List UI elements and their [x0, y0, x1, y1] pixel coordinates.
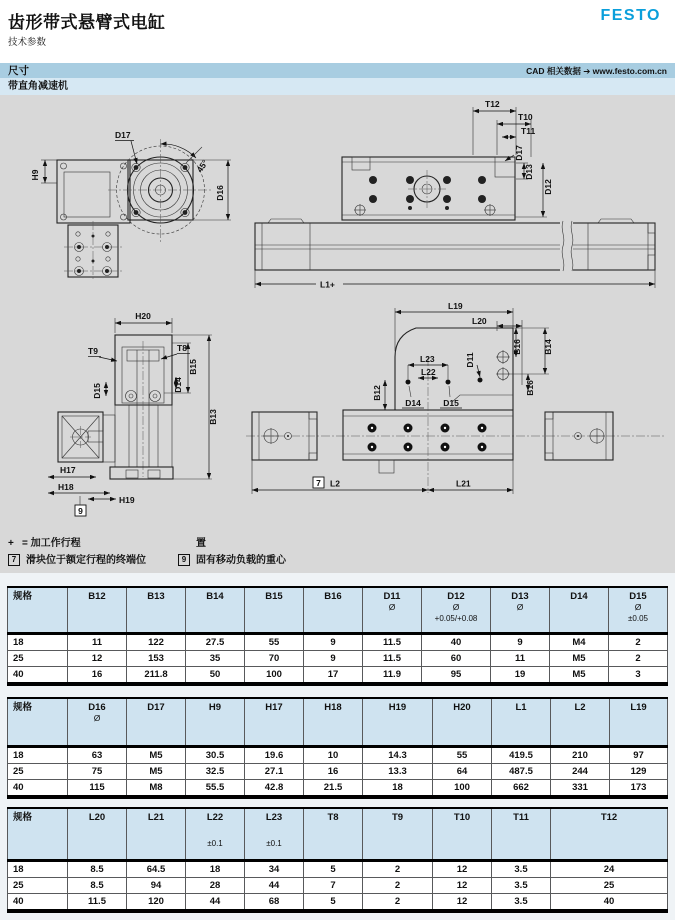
dim-label-l1: L1+: [320, 279, 335, 290]
technical-drawings: [0, 95, 675, 535]
value-cell: 2: [363, 861, 433, 878]
dim-label-d11: D11: [465, 352, 475, 368]
dim-column-header: B16: [304, 587, 363, 634]
value-cell: 50: [186, 667, 245, 685]
value-cell: 25: [551, 878, 668, 894]
value-cell: 34: [245, 861, 304, 878]
dim-label-t10: T10: [518, 112, 533, 122]
table-row: [8, 894, 668, 912]
dim-column-header: B13: [127, 587, 186, 634]
value-cell: 2: [609, 634, 668, 651]
header-row: [8, 698, 668, 747]
section-title: 尺寸: [8, 65, 29, 77]
dim-column-header: D17: [127, 698, 186, 747]
dim-column-header: L21: [127, 808, 186, 861]
value-cell: 210: [551, 747, 610, 764]
dim-column-header: L23 ±0.1: [245, 808, 304, 861]
dim-label-t11: T11: [521, 126, 536, 136]
size-cell: 18: [8, 861, 68, 878]
value-cell: 2: [363, 894, 433, 912]
dim-column-header: H17: [245, 698, 304, 747]
value-cell: 11.9: [363, 667, 422, 685]
value-cell: 60: [422, 651, 491, 667]
value-cell: 244: [551, 764, 610, 780]
side-view-drawing: [255, 99, 655, 290]
note-stroke-legend: [8, 534, 81, 549]
value-cell: 44: [245, 878, 304, 894]
value-cell: 64.5: [127, 861, 186, 878]
dim-column-header: B14: [186, 587, 245, 634]
dim-column-header: D14: [550, 587, 609, 634]
value-cell: 18: [186, 861, 245, 878]
value-cell: 211.8: [127, 667, 186, 685]
dimensions-table-2: [7, 697, 668, 799]
value-cell: 419.5: [492, 747, 551, 764]
dim-label-d14-sec: D14: [173, 377, 183, 393]
value-cell: 12: [433, 861, 492, 878]
table-row: [8, 667, 668, 685]
value-cell: 115: [68, 780, 127, 798]
value-cell: 63: [68, 747, 127, 764]
dim-column-header: L2: [551, 698, 610, 747]
value-cell: 11.5: [363, 634, 422, 651]
spec-table-2: [7, 697, 668, 799]
dim-column-header: D12 Ø +0.05/+0.08: [422, 587, 491, 634]
value-cell: 16: [68, 667, 127, 685]
value-cell: 19.6: [245, 747, 304, 764]
value-cell: M5: [550, 667, 609, 685]
dim-column-header: T12: [551, 808, 668, 861]
page-title: 齿形带式悬臂式电缸: [8, 13, 166, 32]
value-cell: 68: [245, 894, 304, 912]
size-column-header: 规格: [8, 587, 68, 634]
ref-label-7: 7: [316, 478, 321, 488]
dim-label-b14: B14: [543, 339, 553, 355]
size-cell: 25: [8, 878, 68, 894]
header-row: [8, 808, 668, 861]
dim-label-b13: B13: [208, 409, 218, 425]
table-row: [8, 634, 668, 651]
front-view-drawing: [30, 130, 231, 281]
value-cell: 12: [68, 651, 127, 667]
table-row: [8, 861, 668, 878]
dim-label-l19: L19: [448, 301, 463, 311]
value-cell: 95: [422, 667, 491, 685]
dim-label-d15-sec: D15: [92, 383, 102, 399]
dim-label-t12: T12: [485, 99, 500, 109]
value-cell: 11: [68, 634, 127, 651]
value-cell: 11.5: [363, 651, 422, 667]
dim-label-t8: T8: [177, 343, 187, 353]
table-row: [8, 651, 668, 667]
dim-label-d14-top: D14: [405, 398, 421, 408]
dim-label-angle: 45°: [194, 157, 211, 175]
dim-column-header: L22 ±0.1: [186, 808, 245, 861]
dimensions-table-1: [7, 586, 668, 686]
value-cell: 42.8: [245, 780, 304, 798]
size-cell: 40: [8, 780, 68, 798]
dim-label-h17: H17: [60, 465, 76, 475]
dimension-drawings-panel: [0, 95, 675, 573]
value-cell: 3.5: [492, 894, 551, 912]
value-cell: 3: [609, 667, 668, 685]
page-subtitle: 技术参数: [8, 37, 47, 48]
value-cell: M8: [127, 780, 186, 798]
value-cell: 10: [304, 747, 363, 764]
value-cell: 21.5: [304, 780, 363, 798]
dim-column-header: H19: [363, 698, 433, 747]
value-cell: 100: [433, 780, 492, 798]
variant-label: 带直角减速机: [0, 78, 675, 95]
value-cell: 129: [610, 764, 668, 780]
dim-label-d13: D13: [524, 164, 534, 180]
size-column-header: 规格: [8, 698, 68, 747]
value-cell: 487.5: [492, 764, 551, 780]
size-cell: 40: [8, 667, 68, 685]
dim-column-header: D13 Ø: [491, 587, 550, 634]
dim-column-header: L1: [492, 698, 551, 747]
value-cell: 5: [304, 894, 363, 912]
value-cell: 120: [127, 894, 186, 912]
value-cell: 662: [492, 780, 551, 798]
value-cell: 173: [610, 780, 668, 798]
note-ref9: [178, 551, 286, 566]
value-cell: 13.3: [363, 764, 433, 780]
dim-label-b12: B12: [372, 385, 382, 401]
dim-column-header: H20: [433, 698, 492, 747]
value-cell: M5: [127, 764, 186, 780]
plus-sign: +: [8, 538, 14, 549]
value-cell: 153: [127, 651, 186, 667]
value-cell: 8.5: [68, 878, 127, 894]
dim-column-header: T8: [304, 808, 363, 861]
dim-label-l23: L23: [420, 354, 435, 364]
size-cell: 18: [8, 747, 68, 764]
value-cell: M5: [127, 747, 186, 764]
dim-label-l20: L20: [472, 316, 487, 326]
dim-label-b16-top: B16: [512, 339, 522, 355]
value-cell: 2: [363, 878, 433, 894]
dim-label-h9: H9: [30, 169, 40, 181]
value-cell: 27.1: [245, 764, 304, 780]
value-cell: 16: [304, 764, 363, 780]
value-cell: 3.5: [492, 878, 551, 894]
dim-label-b15: B15: [188, 359, 198, 375]
value-cell: M5: [550, 651, 609, 667]
table-row: [8, 878, 668, 894]
size-cell: 25: [8, 651, 68, 667]
value-cell: 12: [433, 894, 492, 912]
ref9-box: 9: [178, 554, 190, 566]
size-cell: 40: [8, 894, 68, 912]
value-cell: 14.3: [363, 747, 433, 764]
table-row: [8, 764, 668, 780]
dim-column-header: D15 Ø ±0.05: [609, 587, 668, 634]
ref-label-9: 9: [78, 506, 83, 516]
table-row: [8, 780, 668, 798]
dim-column-header: B12: [68, 587, 127, 634]
dim-column-header: T11: [492, 808, 551, 861]
dim-column-header: T10: [433, 808, 492, 861]
value-cell: 40: [422, 634, 491, 651]
page-header: [0, 0, 675, 63]
dim-label-d17: D17: [115, 130, 131, 140]
value-cell: 55.5: [186, 780, 245, 798]
plus-text: = 加工作行程: [22, 538, 81, 549]
size-cell: 18: [8, 634, 68, 651]
value-cell: 32.5: [186, 764, 245, 780]
spec-table-1: [7, 586, 668, 686]
dim-column-header: B15: [245, 587, 304, 634]
value-cell: 17: [304, 667, 363, 685]
value-cell: 122: [127, 634, 186, 651]
dim-label-h20: H20: [135, 311, 151, 321]
value-cell: 64: [433, 764, 492, 780]
value-cell: 35: [186, 651, 245, 667]
value-cell: 70: [245, 651, 304, 667]
value-cell: 97: [610, 747, 668, 764]
dim-column-header: D16 Ø: [68, 698, 127, 747]
value-cell: 11.5: [68, 894, 127, 912]
size-column-header: 规格: [8, 808, 68, 861]
value-cell: 9: [304, 634, 363, 651]
festo-logo: FESTO: [600, 7, 661, 24]
size-cell: 25: [8, 764, 68, 780]
table-row: [8, 747, 668, 764]
value-cell: 55: [433, 747, 492, 764]
value-cell: 3.5: [492, 861, 551, 878]
value-cell: 44: [186, 894, 245, 912]
value-cell: 18: [363, 780, 433, 798]
value-cell: 19: [491, 667, 550, 685]
ref7-box: 7: [8, 554, 20, 566]
dim-column-header: D11 Ø: [363, 587, 422, 634]
dim-label-d15-top: D15: [443, 398, 459, 408]
value-cell: M4: [550, 634, 609, 651]
dim-label-l21: L21: [456, 478, 471, 489]
value-cell: 9: [491, 634, 550, 651]
top-view-drawing: [246, 301, 664, 494]
dim-label-h19: H19: [119, 495, 135, 505]
dim-label-d17-side: D17: [514, 145, 524, 161]
dim-column-header: L19: [610, 698, 668, 747]
value-cell: 12: [433, 878, 492, 894]
value-cell: 2: [609, 651, 668, 667]
note-wrap-fragment: 置: [196, 538, 206, 549]
value-cell: 94: [127, 878, 186, 894]
ref7-text: 滑块位于额定行程的终端位: [26, 555, 146, 566]
value-cell: 331: [551, 780, 610, 798]
spec-table-3: [7, 807, 668, 913]
value-cell: 28: [186, 878, 245, 894]
dim-label-d12: D12: [543, 179, 553, 195]
dim-label-t9: T9: [88, 346, 98, 356]
value-cell: 40: [551, 894, 668, 912]
value-cell: 11: [491, 651, 550, 667]
value-cell: 75: [68, 764, 127, 780]
dim-column-header: L20: [68, 808, 127, 861]
dimensions-table-3: [7, 807, 668, 913]
dim-column-header: H18: [304, 698, 363, 747]
value-cell: 5: [304, 861, 363, 878]
ref9-text: 固有移动负载的重心: [196, 555, 286, 566]
dim-label-l2: L2: [330, 478, 340, 489]
value-cell: 9: [304, 651, 363, 667]
value-cell: 7: [304, 878, 363, 894]
cad-data-link: CAD 相关数据 ➔ www.festo.com.cn: [526, 65, 667, 76]
dim-label-l22: L22: [421, 367, 436, 377]
value-cell: 24: [551, 861, 668, 878]
dim-label-h18: H18: [58, 482, 74, 492]
value-cell: 8.5: [68, 861, 127, 878]
value-cell: 55: [245, 634, 304, 651]
header-row: [8, 587, 668, 634]
value-cell: 30.5: [186, 747, 245, 764]
note-ref7: [8, 551, 146, 566]
section-view-drawing: [48, 311, 218, 516]
dim-column-header: T9: [363, 808, 433, 861]
dim-label-b16-bottom: B16: [525, 380, 535, 396]
value-cell: 27.5: [186, 634, 245, 651]
dim-label-d16: D16: [215, 185, 225, 201]
dim-column-header: H9: [186, 698, 245, 747]
value-cell: 100: [245, 667, 304, 685]
section-bar: [0, 63, 675, 78]
